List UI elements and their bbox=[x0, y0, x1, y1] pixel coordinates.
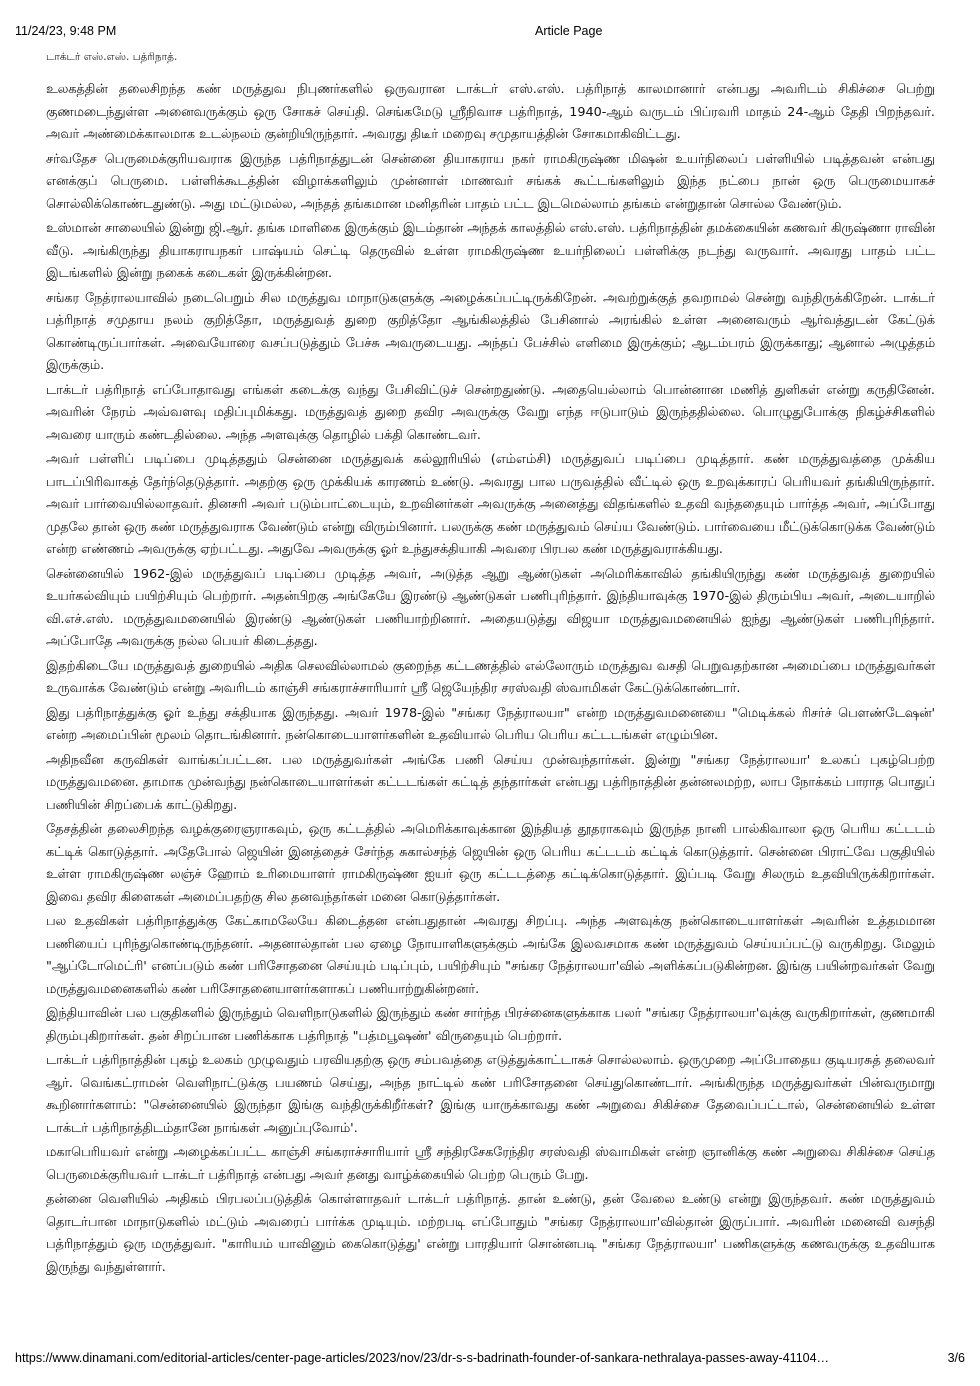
article-subtitle: டாக்டர் எஸ்.எஸ். பத்ரிநாத். bbox=[46, 51, 178, 63]
article-paragraph: டாக்டர் பத்ரிநாத் எப்போதாவது எங்கள் கடைக்கு வந்து பேசிவிட்டுச் சென்றதுண்டு. அதையெல்லாம் பொன்னான மணித் துளிகள் என்று கருதினேன். அவரின் நேரம் அவ்வளவு மதிப்புமிக்கது. மருத்துவத் துறை தவிர அவருக்கு வேறு எந்த ஈடுபாடும் இருந்ததில்லை. பொழுதுபோக்கு நிகழ்ச்சிகளில் அவரை யாரும் கண்டதில்லை. அந்த அளவுக்கு தொழில் பக்தி கொண்டவர். bbox=[46, 382, 935, 443]
print-page-title: Article Page bbox=[535, 24, 603, 38]
article-paragraph: சென்னையில் 1962-இல் மருத்துவப் படிப்பை முடித்த அவர், அடுத்த ஆறு ஆண்டுகள் அமெரிக்காவில் தங்கியிருந்து கண் மருத்துவத் துறையில் உயர்கல்வியும் பயிற்சியும் பெற்றார். அதன்பிறகு அங்கேயே இரண்டு ஆண்டுகள் பணிபுரிந்தார். இந்தியாவுக்கு 1970-இல் திரும்பிய அவர், அடையாறில் வி.எச்.எஸ். மருத்துவமனையில் இரண்டு ஆண்டுகள் பணியாற்றினார். அதையடுத்து விஜயா மருத்துவமனையில் ஐந்து ஆண்டுகள் பணிபுரிந்தார். அப்போதே அவருக்கு நல்ல பெயர் கிடைத்தது. bbox=[46, 566, 935, 649]
article-paragraph: உலகத்தின் தலைசிறந்த கண் மருத்துவ நிபுணர்களில் ஒருவரான டாக்டர் எஸ்.எஸ். பத்ரிநாத் காலமானார் என்பது அவரிடம் சிகிச்சை பெற்று குணமடைந்துள்ள அனைவருக்கும் ஒரு சோகச் செய்தி. செங்கமேடு ஸ்ரீநிவாச பத்ரிநாத், 1940-ஆம் வருடம் பிப்ரவரி மாதம் 24-ஆம் தேதி பிறந்தவர். அவர் அண்மைக்காலமாக உடல்நலம் குன்றியிருந்தார். அவரது திடீர் மறைவு சமுதாயத்தின் சோகமாகிவிட்டது. bbox=[46, 82, 935, 142]
article-paragraph: அவர் பள்ளிப் படிப்பை முடித்ததும் சென்னை மருத்துவக் கல்லூரியில் (எம்எம்சி) மருத்துவப் படிப்பை முடித்தார். கண் மருத்துவத்தை முக்கிய பாடப்பிரிவாகத் தேர்ந்தெடுத்தார். அதற்கு ஒரு முக்கியக் காரணம் உண்டு. அவரது பால பருவத்தில் வீட்டில் ஒரு உறவுக்காரப் பெரியவர் தங்கியிருந்தார். அவர் பார்வையில்லாதவர். தினசரி அவர் படும்பாட்டையும், உறவினர்கள் அவருக்கு அனைத்து விதங்களில் உதவி வந்ததையும் பார்த்த அவர், அப்போது முதலே தான் ஒரு கண் மருத்துவராக வேண்டும் என்று விரும்பினார். பலருக்கு கண் மருத்துவம் செய்ய வேண்டும். பார்வையை மீட்டுக்கொடுக்க வேண்டும் என்ற எண்ணம் அவருக்கு ஏற்பட்டது. அதுவே அவருக்கு ஓர் உந்துசக்தியாகி அவரை பிரபல கண் மருத்துவராக்கியது. bbox=[46, 452, 935, 557]
article-paragraph: இதற்கிடையே மருத்துவத் துறையில் அதிக செலவில்லாமல் குறைந்த கட்டணத்தில் எல்லோரும் மருத்துவ வசதி பெறுவதற்கான அமைப்பை மருத்துவர்கள் உருவாக்க வேண்டும் என்று அவரிடம் காஞ்சி சங்கராச்சாரியார் ஸ்ரீ ஜெயேந்திர சரஸ்வதி ஸ்வாமிகள் கேட்டுக்கொண்டார். bbox=[46, 658, 935, 696]
article-paragraph: மகாபெரியவர் என்று அழைக்கப்பட்ட காஞ்சி சங்கராச்சாரியார் ஸ்ரீ சந்திரசேகரேந்திர சரஸ்வதி ஸ்வாமிகள் என்ற ஞானிக்கு கண் அறுவை சிகிச்சை செய்த பெருமைக்குரியவர் டாக்டர் பத்ரிநாத் என்பது அவர் தனது வாழ்க்கையில் பெற்ற பெரும் பேறு. bbox=[46, 1145, 935, 1183]
article-paragraph: இந்தியாவின் பல பகுதிகளில் இருந்தும் வெளிநாடுகளில் இருந்தும் கண் சார்ந்த பிரச்னைகளுக்காக பலர் "சங்கர நேத்ராலயா'வுக்கு வருகிறார்கள், குணமாகி திரும்புகிறார்கள். தன் சிறப்பான பணிக்காக பத்ரிநாத் "பத்மபூஷண்' விருதையும் பெற்றார். bbox=[46, 1006, 935, 1044]
print-page-number: 3/6 bbox=[947, 1351, 965, 1365]
article-paragraph: அதிநவீன கருவிகள் வாங்கப்பட்டன. பல மருத்துவர்கள் அங்கே பணி செய்ய முன்வந்தார்கள். இன்று "சங்கர நேத்ராலயா' உலகப் புகழ்பெற்ற மருத்துவமனை. தாமாக முன்வந்து நன்கொடையாளர்கள் கட்டடங்கள் கட்டித் தந்தார்கள் என்பது பத்ரிநாத்தின் தன்னலமற்ற, லாப நோக்கம் பாராத பொதுப் பணியின் சிறப்பைக் காட்டுகிறது. bbox=[46, 752, 935, 813]
article-body bbox=[46, 79, 935, 1333]
article-paragraph: தேசத்தின் தலைசிறந்த வழக்குரைஞராகவும், ஒரு கட்டத்தில் அமெரிக்காவுக்கான இந்தியத் தூதராகவும் இருந்த நானி பால்கிவாலா ஒரு பெரிய கட்டடம் கட்டிக் கொடுத்தார். அதேபோல் ஜெயின் இனத்தைச் சேர்ந்த சுகால்சந்த் ஜெயின் ஒரு பெரிய கட்டடம் கட்டிக் கொடுத்தார். சென்னை பிராட்வே பகுதியில் உள்ள ராமகிருஷ்ண லஞ்ச் ஹோம் உரிமையாளர் ராமகிருஷ்ண ஐயர் ஒரு கட்டடத்தை கட்டிக்கொடுத்தார். இப்படி வேறு சிலரும் உதவியிருக்கிறார்கள். இவை தவிர கிளைகள் அமைப்பதற்கு சில தனவந்தர்கள் மனை கொடுத்தார்கள். bbox=[46, 822, 935, 905]
article-paragraph: தன்னை வெளியில் அதிகம் பிரபலப்படுத்திக் கொள்ளாதவர் டாக்டர் பத்ரிநாத். தான் உண்டு, தன் வேலை உண்டு என்று இருந்தவர். கண் மருத்துவம் தொடர்பான மாநாடுகளில் மட்டும் அவரைப் பார்க்க முடியும். மற்றபடி எப்போதும் "சங்கர நேத்ராலயா'வில்தான் இருப்பார். அவரின் மனைவி வசந்தி பத்ரிநாத்தும் ஒரு மருத்துவர். "காரியம் யாவினும் கைகொடுத்து' என்று பாரதியார் சொன்னபடி "சங்கர நேத்ராலயா' பணிகளுக்கு கணவருக்கு உதவியாக இருந்து வந்துள்ளார். bbox=[46, 1192, 935, 1275]
print-source-url: https://www.dinamani.com/editorial-articles/center-page-articles/2023/nov/23/dr-s-s-badrinath-founder-of-sankara-nethralaya-passes-away-41104… bbox=[15, 1351, 830, 1365]
article-paragraph: இது பத்ரிநாத்துக்கு ஓர் உந்து சக்தியாக இருந்தது. அவர் 1978-இல் "சங்கர நேத்ராலயா" என்ற மருத்துவமனையை "மெடிக்கல் ரிசர்ச் பௌண்டேஷன்' என்ற அமைப்பின் மூலம் தொடங்கினார். நன்கொடையாளர்களின் உதவியால் பெரிய பெரிய கட்டடங்கள் எழும்பின. bbox=[46, 705, 935, 743]
article-paragraph: உஸ்மான் சாலையில் இன்று ஜி.ஆர். தங்க மாளிகை இருக்கும் இடம்தான் அந்தக் காலத்தில் எஸ்.எஸ். பத்ரிநாத்தின் தமக்கையின் கணவர் கிருஷ்ணா ராவின் வீடு. அங்கிருந்து தியாகராயநகர் பாஷ்யம் செட்டி தெருவில் உள்ள ராமகிருஷ்ண உயர்நிலைப் பள்ளிக்கு நடந்து வருவார். அவரது பாதம் பட்ட இடங்களில் இன்று நகைக் கடைகள் இருக்கின்றன. bbox=[46, 221, 935, 281]
print-datetime: 11/24/23, 9:48 PM bbox=[15, 24, 117, 38]
article-paragraph: சங்கர நேத்ராலயாவில் நடைபெறும் சில மருத்துவ மாநாடுகளுக்கு அழைக்கப்பட்டிருக்கிறேன். அவற்றுக்குத் தவறாமல் சென்று வந்திருக்கிறேன். டாக்டர் பத்ரிநாத் சமுதாய நலம் குறித்தோ, மருத்துவத் துறை குறித்தோ ஆங்கிலத்தில் பேசினால் அரங்கில் உள்ள அனைவரும் ஆர்வத்துடன் கேட்டுக் கொண்டிருப்பார்கள். அவையோரை வசப்படுத்தும் பேச்சு அவருடையது. அந்தப் பேச்சில் எளிமை இருக்கும்; ஆடம்பரம் இருக்காது; ஆனால் அழுத்தம் இருக்கும். bbox=[46, 290, 935, 373]
article-paragraph: பல உதவிகள் பத்ரிநாத்துக்கு கேட்காமலேயே கிடைத்தன என்பதுதான் அவரது சிறப்பு. அந்த அளவுக்கு நன்கொடையாளர்கள் அவரின் உத்தமமான பணியைப் புரிந்துகொண்டிருந்தனர். அதனால்தான் பல ஏழை நோயாளிகளுக்கும் அங்கே இலவசமாக கண் மருத்துவம் செய்யப்பட்டு வருகிறது. மேலும் "ஆப்டோமெட்ரி' எனப்படும் கண் பரிசோதனை செய்யும் படிப்பும், பயிற்சியும் "சங்கர நேத்ராலயா'வில் அளிக்கப்படுகின்றன. இங்கு பயின்றவர்கள் வேறு மருத்துவமனைகளில் கண் பரிசோதனையாளர்களாகப் பணியாற்றுகின்றனர். bbox=[46, 914, 935, 997]
article-paragraph: டாக்டர் பத்ரிநாத்தின் புகழ் உலகம் முழுவதும் பரவியதற்கு ஒரு சம்பவத்தை எடுத்துக்காட்டாகச் சொல்லலாம். ஒருமுறை அப்போதைய குடியரசுத் தலைவர் ஆர். வெங்கட்ராமன் வெளிநாட்டுக்கு பயணம் செய்து, அந்த நாட்டில் கண் பரிசோதனை செய்துகொண்டார். அங்கிருந்த மருத்துவர்கள் பின்வருமாறு கூறினார்களாம்: "சென்னையில் இருந்தா இங்கு வந்திருக்கிறீர்கள்? இங்கு யாருக்காவது கண் அறுவை சிகிச்சை தேவைப்பட்டால், சென்னையில் உள்ள டாக்டர் பத்ரிநாத்திடம்தானே நாங்கள் அனுப்புவோம்'. bbox=[46, 1053, 935, 1136]
article-paragraph: சர்வதேச பெருமைக்குரியவராக இருந்த பத்ரிநாத்துடன் சென்னை தியாகராய நகர் ராமகிருஷ்ண மிஷன் உயர்நிலைப் பள்ளியில் படித்தவன் என்பது எனக்குப் பெருமை. பள்ளிக்கூடத்தின் விழாக்களிலும் முன்னாள் மாணவர் சங்கக் கூட்டங்களிலும் இந்த நட்பை நான் ஒரு பெருமையாகச் சொல்லிக்கொண்டதுண்டு. அது மட்டுமல்ல, அந்தத் தங்கமான மனிதரின் பாதம் பட்ட இடமெல்லாம் தங்கம் என்றுதான் சொல்ல வேண்டும். bbox=[46, 151, 935, 212]
